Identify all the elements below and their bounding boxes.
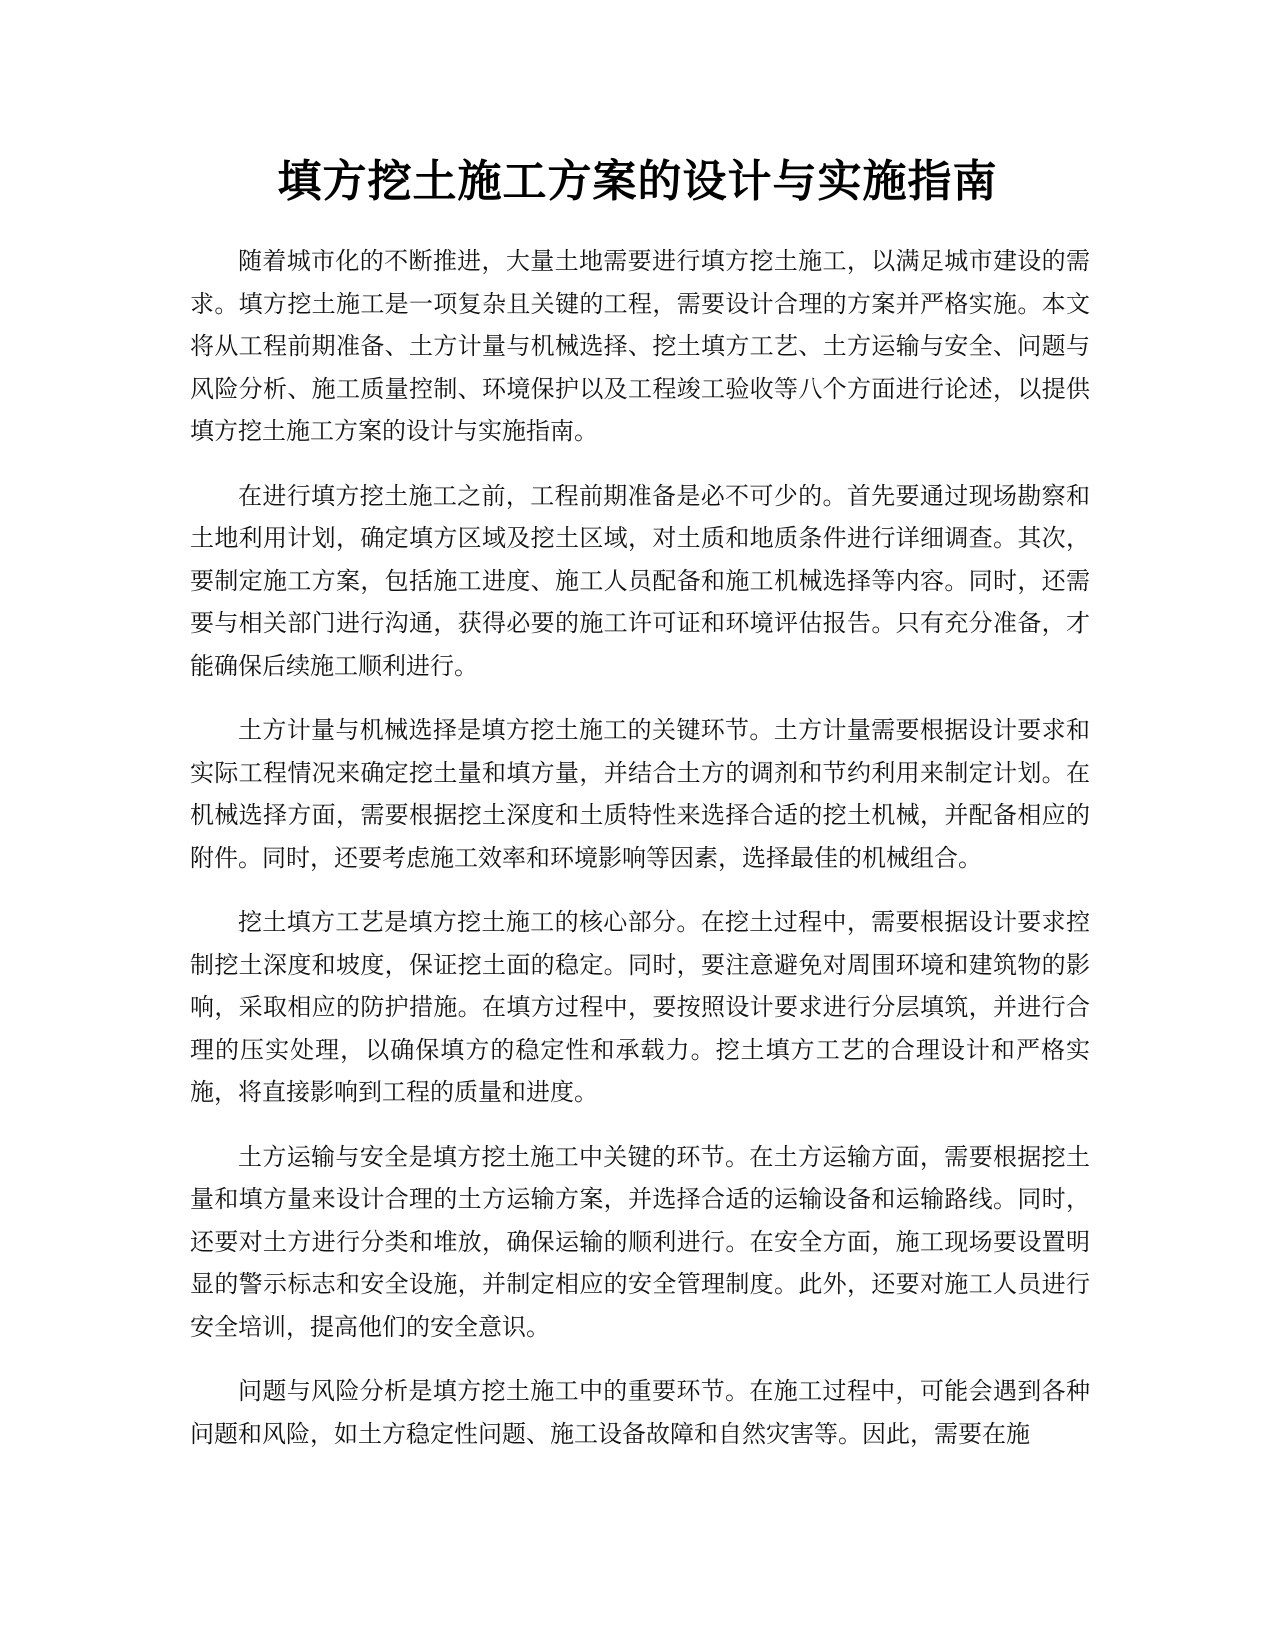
document-title: 填方挖土施工方案的设计与实施指南 [277, 156, 998, 207]
paragraph-preparation: 在进行填方挖土施工之前，工程前期准备是必不可少的。首先要通过现场勘察和土地利用计划，确定填方区域及挖土区域，对土质和地质条件进行详细调查。其次，要制定施工方案，包括施工进度、施工人员配备和施工机械选择等内容。同时，还需要与相关部门进行沟通，获得必要的施工许可证和环境评估报告。只有充分准备，才能确保后续施工顺利进行。 [190, 481, 1090, 680]
paragraph-intro: 随着城市化的不断推进，大量土地需要进行填方挖土施工，以满足城市建设的需求。填方挖土施工是一项复杂且关键的工程，需要设计合理的方案并严格实施。本文将从工程前期准备、土方计量与机械选择、挖土填方工艺、土方运输与安全、问题与风险分析、施工质量控制、环境保护以及工程竣工验收等八个方面进行论述，以提供填方挖土施工方案的设计与实施指南。 [190, 247, 1090, 445]
paragraph-risk-analysis: 问题与风险分析是填方挖土施工中的重要环节。在施工过程中，可能会遇到各种问题和风险，如土方稳定性问题、施工设备故障和自然灾害等。因此，需要在施 [190, 1377, 1090, 1448]
paragraph-transport-safety: 土方运输与安全是填方挖土施工中关键的环节。在土方运输方面，需要根据挖土量和填方量来设计合理的土方运输方案，并选择合适的运输设备和运输路线。同时，还要对土方进行分类和堆放，确保运输的顺利进行。在安全方面，施工现场要设置明显的警示标志和安全设施，并制定相应的安全管理制度。此外，还要对施工人员进行安全培训，提高他们的安全意识。 [190, 1142, 1090, 1341]
document-body [190, 240, 1090, 1477]
paragraph-excavation-filling: 挖土填方工艺是填方挖土施工的核心部分。在挖土过程中，需要根据设计要求控制挖土深度和坡度，保证挖土面的稳定。同时，要注意避免对周围环境和建筑物的影响，采取相应的防护措施。在填方过程中，要按照设计要求进行分层填筑，并进行合理的压实处理，以确保填方的稳定性和承载力。挖土填方工艺的合理设计和严格实施，将直接影响到工程的质量和进度。 [190, 908, 1090, 1106]
paragraph-earthwork-machinery: 土方计量与机械选择是填方挖土施工的关键环节。土方计量需要根据设计要求和实际工程情况来确定挖土量和填方量，并结合土方的调剂和节约利用来制定计划。在机械选择方面，需要根据挖土深度和土质特性来选择合适的挖土机械，并配备相应的附件。同时，还要考虑施工效率和环境影响等因素，选择最佳的机械组合。 [190, 716, 1090, 872]
